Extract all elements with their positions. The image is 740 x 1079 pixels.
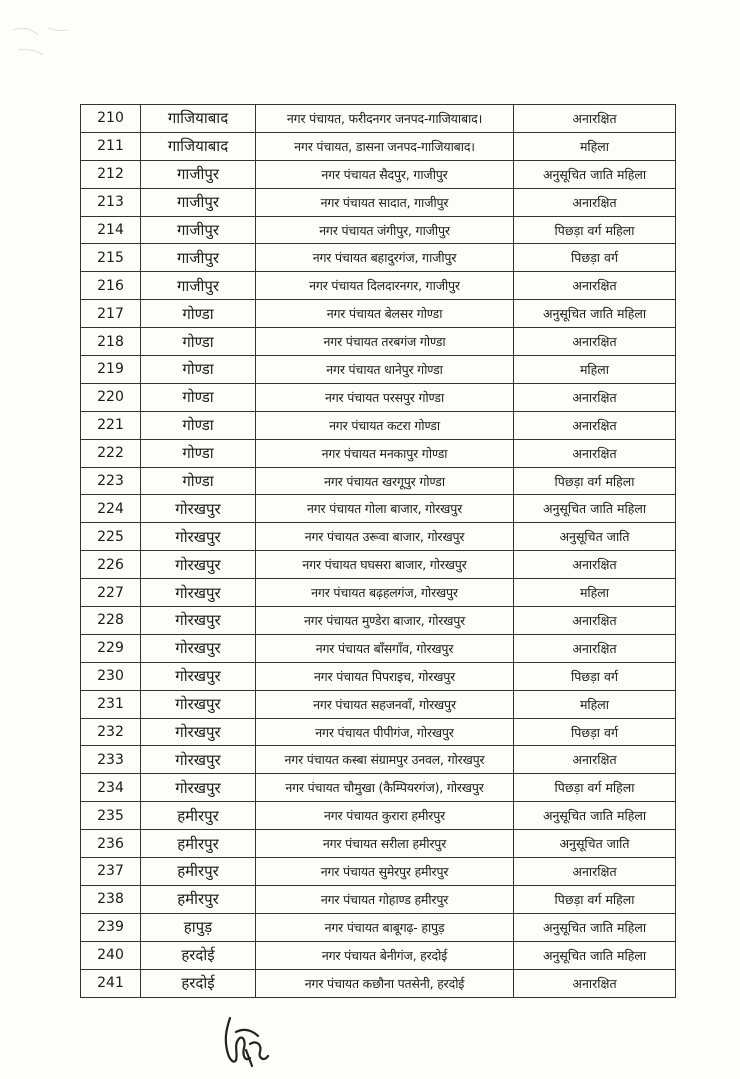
serial-number-cell: 212 — [81, 160, 141, 188]
serial-number-cell: 241 — [81, 969, 141, 997]
nagar-panchayat-cell: नगर पंचायत दिलदारनगर, गाजीपुर — [256, 272, 514, 300]
nagar-panchayat-cell: नगर पंचायत उरूवा बाजार, गोरखपुर — [256, 523, 514, 551]
reservation-category-cell: अनुसूचित जाति महिला — [514, 913, 676, 941]
serial-number-cell: 210 — [81, 105, 141, 133]
serial-number-cell: 225 — [81, 523, 141, 551]
reservation-category-cell: अनुसूचित जाति महिला — [514, 802, 676, 830]
serial-number-cell: 240 — [81, 941, 141, 969]
district-cell: गोण्डा — [141, 439, 256, 467]
table-row — [81, 662, 676, 690]
reservation-table — [80, 104, 676, 998]
table-row — [81, 551, 676, 579]
district-cell: गोरखपुर — [141, 774, 256, 802]
serial-number-cell: 215 — [81, 244, 141, 272]
serial-number-cell: 214 — [81, 216, 141, 244]
table-row — [81, 328, 676, 356]
table-row — [81, 634, 676, 662]
table-row — [81, 802, 676, 830]
serial-number-cell: 222 — [81, 439, 141, 467]
handwritten-signature — [216, 1010, 276, 1070]
serial-number-cell: 232 — [81, 718, 141, 746]
reservation-category-cell: अनारक्षित — [514, 328, 676, 356]
nagar-panchayat-cell: नगर पंचायत जंगीपुर, गाजीपुर — [256, 216, 514, 244]
table-row — [81, 160, 676, 188]
table-row — [81, 188, 676, 216]
district-cell: गोरखपुर — [141, 662, 256, 690]
serial-number-cell: 230 — [81, 662, 141, 690]
nagar-panchayat-cell: नगर पंचायत कस्बा संग्रामपुर उनवल, गोरखपुर — [256, 746, 514, 774]
serial-number-cell: 211 — [81, 132, 141, 160]
reservation-category-cell: पिछड़ा वर्ग — [514, 718, 676, 746]
district-cell: हमीरपुर — [141, 830, 256, 858]
reservation-category-cell: अनुसूचित जाति महिला — [514, 160, 676, 188]
serial-number-cell: 236 — [81, 830, 141, 858]
district-cell: गाजियाबाद — [141, 132, 256, 160]
district-cell: हमीरपुर — [141, 858, 256, 886]
district-cell: गोरखपुर — [141, 634, 256, 662]
nagar-panchayat-cell: नगर पंचायत सादात, गाजीपुर — [256, 188, 514, 216]
district-cell: गोरखपुर — [141, 718, 256, 746]
table-row — [81, 523, 676, 551]
nagar-panchayat-cell: नगर पंचायत सुमेरपुर हमीरपुर — [256, 858, 514, 886]
serial-number-cell: 226 — [81, 551, 141, 579]
reservation-category-cell: महिला — [514, 690, 676, 718]
reservation-category-cell: अनारक्षित — [514, 105, 676, 133]
serial-number-cell: 223 — [81, 467, 141, 495]
nagar-panchayat-cell: नगर पंचायत, फरीदनगर जनपद-गाजियाबाद। — [256, 105, 514, 133]
table-row — [81, 356, 676, 384]
nagar-panchayat-cell: नगर पंचायत कुरारा हमीरपुर — [256, 802, 514, 830]
serial-number-cell: 213 — [81, 188, 141, 216]
district-cell: गाजीपुर — [141, 216, 256, 244]
district-cell: हरदोई — [141, 941, 256, 969]
table-row — [81, 885, 676, 913]
nagar-panchayat-cell: नगर पंचायत बाबूगढ़- हापुड़ — [256, 913, 514, 941]
nagar-panchayat-cell: नगर पंचायत बेलसर गोण्डा — [256, 300, 514, 328]
district-cell: हरदोई — [141, 969, 256, 997]
reservation-category-cell: महिला — [514, 132, 676, 160]
table-row — [81, 132, 676, 160]
serial-number-cell: 237 — [81, 858, 141, 886]
nagar-panchayat-cell: नगर पंचायत खरगूपुर गोण्डा — [256, 467, 514, 495]
district-cell: गोण्डा — [141, 300, 256, 328]
serial-number-cell: 217 — [81, 300, 141, 328]
nagar-panchayat-cell: नगर पंचायत गोला बाजार, गोरखपुर — [256, 495, 514, 523]
reservation-category-cell: महिला — [514, 356, 676, 384]
reservation-category-cell: अनारक्षित — [514, 272, 676, 300]
nagar-panchayat-cell: नगर पंचायत चौमुखा (कैम्पियरगंज), गोरखपुर — [256, 774, 514, 802]
serial-number-cell: 220 — [81, 383, 141, 411]
district-cell: गाजीपुर — [141, 188, 256, 216]
district-cell: गाजीपुर — [141, 272, 256, 300]
reservation-category-cell: अनारक्षित — [514, 188, 676, 216]
table-row — [81, 718, 676, 746]
district-cell: गोरखपुर — [141, 495, 256, 523]
nagar-panchayat-cell: नगर पंचायत परसपुर गोण्डा — [256, 383, 514, 411]
nagar-panchayat-cell: नगर पंचायत घघसरा बाजार, गोरखपुर — [256, 551, 514, 579]
district-cell: गाजियाबाद — [141, 105, 256, 133]
table-row — [81, 913, 676, 941]
reservation-category-cell: पिछड़ा वर्ग महिला — [514, 885, 676, 913]
district-cell: गोरखपुर — [141, 579, 256, 607]
serial-number-cell: 227 — [81, 579, 141, 607]
serial-number-cell: 218 — [81, 328, 141, 356]
reservation-category-cell: अनारक्षित — [514, 746, 676, 774]
reservation-category-cell: अनुसूचित जाति — [514, 830, 676, 858]
table-row — [81, 941, 676, 969]
scan-smudge — [8, 10, 88, 70]
serial-number-cell: 221 — [81, 411, 141, 439]
nagar-panchayat-cell: नगर पंचायत बाँसगाँव, गोरखपुर — [256, 634, 514, 662]
table-row — [81, 383, 676, 411]
reservation-category-cell: अनारक्षित — [514, 634, 676, 662]
district-cell: गोरखपुर — [141, 523, 256, 551]
reservation-category-cell: पिछड़ा वर्ग — [514, 244, 676, 272]
district-cell: हापुड़ — [141, 913, 256, 941]
reservation-category-cell: अनारक्षित — [514, 858, 676, 886]
nagar-panchayat-cell: नगर पंचायत सहजनवाँ, गोरखपुर — [256, 690, 514, 718]
table-row — [81, 105, 676, 133]
serial-number-cell: 233 — [81, 746, 141, 774]
table-body — [81, 105, 676, 998]
district-cell: गोरखपुर — [141, 690, 256, 718]
reservation-category-cell: अनुसूचित जाति — [514, 523, 676, 551]
nagar-panchayat-cell: नगर पंचायत धानेपुर गोण्डा — [256, 356, 514, 384]
nagar-panchayat-cell: नगर पंचायत गोहाण्ड हमीरपुर — [256, 885, 514, 913]
reservation-category-cell: अनारक्षित — [514, 411, 676, 439]
reservation-category-cell: अनारक्षित — [514, 439, 676, 467]
district-cell: गाजीपुर — [141, 160, 256, 188]
reservation-category-cell: महिला — [514, 579, 676, 607]
reservation-category-cell: अनुसूचित जाति महिला — [514, 300, 676, 328]
serial-number-cell: 235 — [81, 802, 141, 830]
district-cell: हमीरपुर — [141, 885, 256, 913]
reservation-category-cell: अनारक्षित — [514, 551, 676, 579]
table-row — [81, 830, 676, 858]
table-row — [81, 774, 676, 802]
district-cell: गोरखपुर — [141, 746, 256, 774]
reservation-category-cell: अनुसूचित जाति महिला — [514, 495, 676, 523]
nagar-panchayat-cell: नगर पंचायत, डासना जनपद-गाजियाबाद। — [256, 132, 514, 160]
nagar-panchayat-cell: नगर पंचायत सरीला हमीरपुर — [256, 830, 514, 858]
serial-number-cell: 234 — [81, 774, 141, 802]
table-row — [81, 244, 676, 272]
serial-number-cell: 239 — [81, 913, 141, 941]
table-row — [81, 300, 676, 328]
table-row — [81, 272, 676, 300]
table-row — [81, 969, 676, 997]
table-row — [81, 746, 676, 774]
serial-number-cell: 229 — [81, 634, 141, 662]
district-cell: हमीरपुर — [141, 802, 256, 830]
serial-number-cell: 231 — [81, 690, 141, 718]
reservation-category-cell: पिछड़ा वर्ग — [514, 662, 676, 690]
nagar-panchayat-cell: नगर पंचायत बढ़हलगंज, गोरखपुर — [256, 579, 514, 607]
table-row — [81, 216, 676, 244]
reservation-category-cell: अनुसूचित जाति महिला — [514, 941, 676, 969]
nagar-panchayat-cell: नगर पंचायत पीपीगंज, गोरखपुर — [256, 718, 514, 746]
serial-number-cell: 224 — [81, 495, 141, 523]
serial-number-cell: 219 — [81, 356, 141, 384]
nagar-panchayat-cell: नगर पंचायत सैदपुर, गाजीपुर — [256, 160, 514, 188]
nagar-panchayat-cell: नगर पंचायत कटरा गोण्डा — [256, 411, 514, 439]
district-cell: गोण्डा — [141, 467, 256, 495]
table-row — [81, 858, 676, 886]
nagar-panchayat-cell: नगर पंचायत मुण्डेरा बाजार, गोरखपुर — [256, 607, 514, 635]
serial-number-cell: 238 — [81, 885, 141, 913]
nagar-panchayat-cell: नगर पंचायत मनकापुर गोण्डा — [256, 439, 514, 467]
district-cell: गोरखपुर — [141, 551, 256, 579]
table-row — [81, 690, 676, 718]
district-cell: गोण्डा — [141, 411, 256, 439]
table-row — [81, 607, 676, 635]
serial-number-cell: 228 — [81, 607, 141, 635]
district-cell: गोण्डा — [141, 356, 256, 384]
district-cell: गोण्डा — [141, 328, 256, 356]
nagar-panchayat-cell: नगर पंचायत कछौना पतसेनी, हरदोई — [256, 969, 514, 997]
reservation-category-cell: पिछड़ा वर्ग महिला — [514, 467, 676, 495]
serial-number-cell: 216 — [81, 272, 141, 300]
nagar-panchayat-cell: नगर पंचायत बहादुरगंज, गाजीपुर — [256, 244, 514, 272]
reservation-category-cell: पिछड़ा वर्ग महिला — [514, 216, 676, 244]
reservation-category-cell: अनारक्षित — [514, 607, 676, 635]
reservation-category-cell: अनारक्षित — [514, 383, 676, 411]
district-cell: गोरखपुर — [141, 607, 256, 635]
table-row — [81, 579, 676, 607]
district-cell: गोण्डा — [141, 383, 256, 411]
reservation-category-cell: पिछड़ा वर्ग महिला — [514, 774, 676, 802]
table-row — [81, 411, 676, 439]
district-cell: गाजीपुर — [141, 244, 256, 272]
table-row — [81, 439, 676, 467]
table-row — [81, 467, 676, 495]
table-row — [81, 495, 676, 523]
reservation-category-cell: अनारक्षित — [514, 969, 676, 997]
nagar-panchayat-cell: नगर पंचायत बेनीगंज, हरदोई — [256, 941, 514, 969]
nagar-panchayat-cell: नगर पंचायत पिपराइच, गोरखपुर — [256, 662, 514, 690]
nagar-panchayat-cell: नगर पंचायत तरबगंज गोण्डा — [256, 328, 514, 356]
